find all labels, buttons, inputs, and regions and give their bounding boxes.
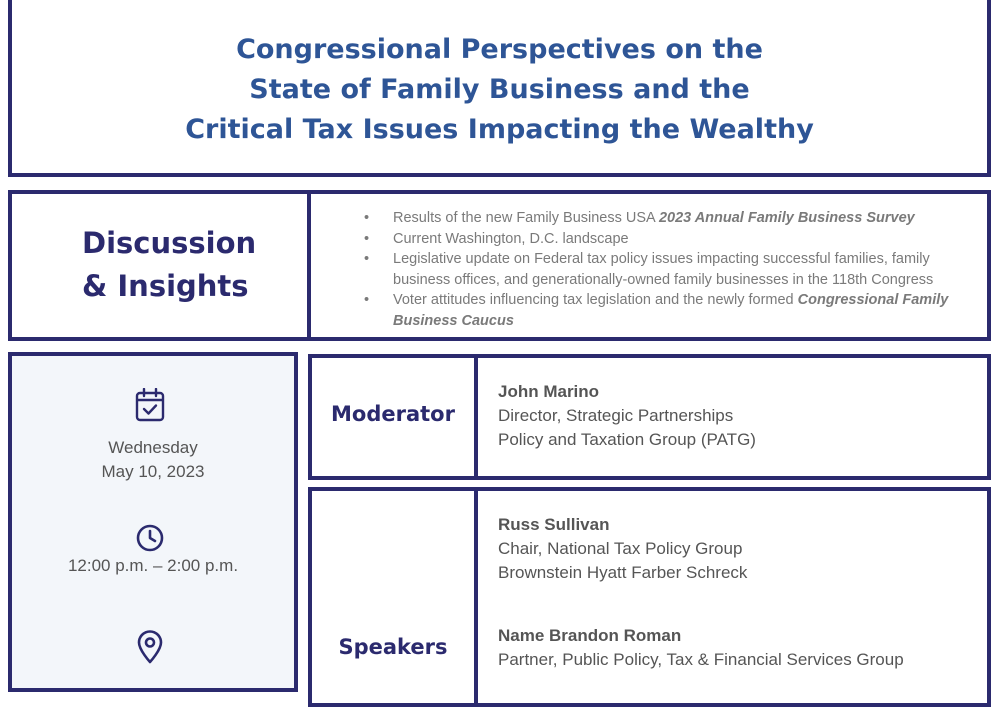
speaker-1-title: Chair, National Tax Policy Group	[498, 539, 743, 558]
speakers-box	[308, 487, 991, 707]
title-line-1: Congressional Perspectives on the	[236, 34, 763, 65]
bullet-dc-landscape	[352, 229, 972, 250]
moderator-divider	[474, 358, 478, 476]
speaker-1-name: Russ Sullivan	[498, 515, 610, 534]
event-title	[12, 30, 987, 150]
bullet-voter-attitudes	[352, 290, 972, 331]
discussion-underline	[342, 340, 672, 341]
discussion-heading-line-1: Discussion	[82, 226, 257, 260]
location-pin-icon	[135, 630, 165, 664]
title-line-3: Critical Tax Issues Impacting the Wealthy	[185, 114, 814, 145]
title-line-2: State of Family Business and the	[249, 74, 750, 105]
discussion-divider	[307, 194, 311, 337]
event-time: 12:00 p.m. – 2:00 p.m.	[67, 556, 239, 575]
title-box	[8, 0, 991, 177]
bullet-text: Results of the new Family Business USA	[393, 210, 659, 226]
speaker-1	[498, 513, 747, 585]
event-date: May 10, 2023	[101, 462, 205, 481]
bullet-emphasis-caucus: Congressional Family Business Caucus	[393, 292, 949, 329]
moderator-org: Policy and Taxation Group (PATG)	[498, 430, 756, 449]
speaker-1-org: Brownstein Hyatt Farber Schreck	[498, 563, 748, 582]
speaker-2	[498, 624, 904, 672]
speakers-label: Speakers	[338, 635, 448, 659]
event-day: Wednesday	[108, 438, 198, 457]
clock-icon	[135, 521, 165, 555]
discussion-bullet-list	[352, 208, 972, 331]
moderator-title: Director, Strategic Partnerships	[498, 406, 734, 425]
calendar-check-icon	[135, 388, 165, 422]
discussion-box	[8, 190, 991, 341]
speakers-divider	[474, 491, 478, 703]
bullet-text: Voter attitudes influencing tax legislation and the newly formed	[393, 292, 798, 308]
speaker-2-title: Partner, Public Policy, Tax & Financial Services Group	[498, 650, 904, 669]
moderator-details	[498, 380, 756, 452]
moderator-label: Moderator	[331, 402, 455, 426]
speaker-2-name: Name Brandon Roman	[498, 626, 682, 645]
event-info-box	[8, 352, 298, 692]
bullet-text: Current Washington, D.C. landscape	[393, 230, 629, 247]
bullet-emphasis-survey: 2023 Annual Family Business Survey	[658, 210, 915, 226]
moderator-box	[308, 354, 991, 480]
discussion-heading-line-2: & Insights	[82, 269, 249, 303]
bullet-survey-results	[352, 208, 972, 229]
discussion-heading	[82, 222, 256, 308]
moderator-name: John Marino	[498, 382, 600, 401]
bullet-text: Legislative update on Federal tax policy issues impacting successful families, family business offices, and generationally-owned family businesses in the 118th Congress	[393, 251, 934, 288]
bullet-legislative-update	[352, 249, 972, 290]
